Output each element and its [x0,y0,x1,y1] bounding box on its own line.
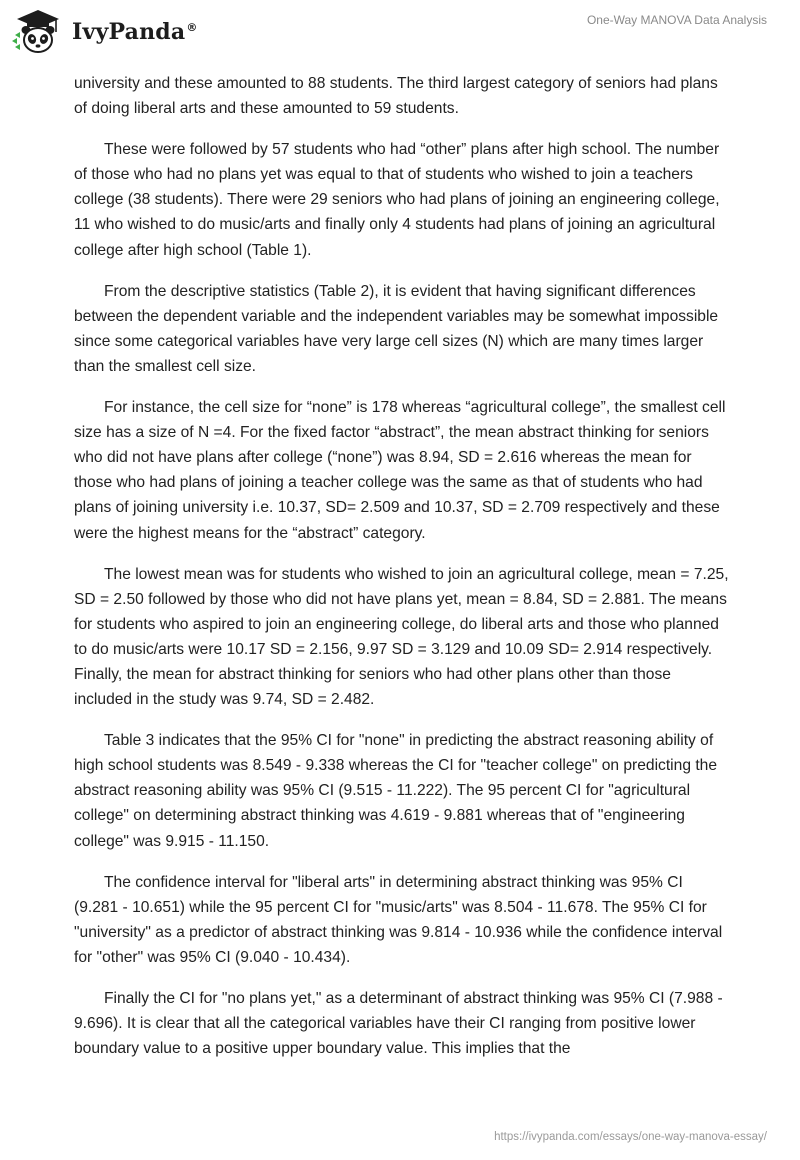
panda-graduation-cap-icon [12,8,64,56]
paragraph: Finally the CI for "no plans yet," as a determinant of abstract thinking was 95% CI (7.988 - 9.696). It is clear that all the categorical variables have their CI ranging from positive lower boundary value to a positive upper boundary value. This implies that the [74,990,723,1058]
essay-body [74,71,730,1077]
paragraph: For instance, the cell size for “none” is 178 whereas “agricultural college”, the smallest cell size has a size of N =4. For the fixed factor “abstract”, the mean abstract thinking for seniors who did not have plans after college (“none”) was 8.94, SD = 2.616 whereas the mean for those who had plans of joining a teacher college was the same as that of students who had plans of joining university i.e. 10.37, SD= 2.509 and 10.37, SD = 2.709 respectively and these were the highest means for the “abstract” category. [74,399,726,542]
paragraph: From the descriptive statistics (Table 2), it is evident that having significant differences between the dependent variable and the independent variables may be somewhat impossible since some categorical variables have very large cell sizes (N) which are many times larger than the smallest cell size. [74,282,719,375]
registered-mark: ® [186,20,198,34]
document-title: One-Way MANOVA Data Analysis [586,13,767,27]
paragraph: These were followed by 57 students who had “other” plans after high school. The number of those who had no plans yet was equal to that of students who wished to join a teachers college (38 students). There were 29 seniors who had plans of joining an engineering college, 11 who wished to do music/arts and finally only 4 students had plans of joining an agricultural college after high school (Table 1). [74,141,720,259]
paragraph: The lowest mean was for students who wished to join an agricultural college, mean = 7.25, SD = 2.50 followed by those who did not have plans yet, mean = 8.84, SD = 2.881. The means for students who aspired to join an engineering college, do liberal arts and those who planned to do music/arts were 10.17 SD = 2.156, 9.97 SD = 3.129 and 10.09 SD= 2.914 respectively. Finally, the mean for abstract thinking for seniors who had other plans other than those included in the study was 9.74, SD = 2.482. [74,565,729,709]
page-header [0,0,800,64]
brand-logo-link[interactable] [12,8,198,56]
paragraph: university and these amounted to 88 students. The third largest category of seniors had plans of doing liberal arts and these amounted to 59 students. [74,75,718,118]
paragraph: The confidence interval for "liberal arts" in determining abstract thinking was 95% CI (9.281 - 10.651) while the 95 percent CI for "music/arts" was 8.504 - 11.678. The 95% CI for "university" as a predictor of abstract thinking was 9.814 - 10.936 while the confidence interval for "other" was 95% CI (9.040 - 10.434). [74,873,723,966]
source-url-link[interactable]: https://ivypanda.com/essays/one-way-manova-essay/ [494,1131,767,1143]
brand-name: IvyPanda® [72,19,198,45]
paragraph: Table 3 indicates that the 95% CI for "none" in predicting the abstract reasoning ability of high school students was 8.549 - 9.338 whereas the CI for "teacher college" on predicting the abstract reasoning ability was 95% CI (9.515 - 11.222). The 95 percent CI for "agricultural college" on determining abstract thinking was 4.619 - 9.881 whereas that of "engineering college" was 9.915 - 11.150. [74,732,718,850]
